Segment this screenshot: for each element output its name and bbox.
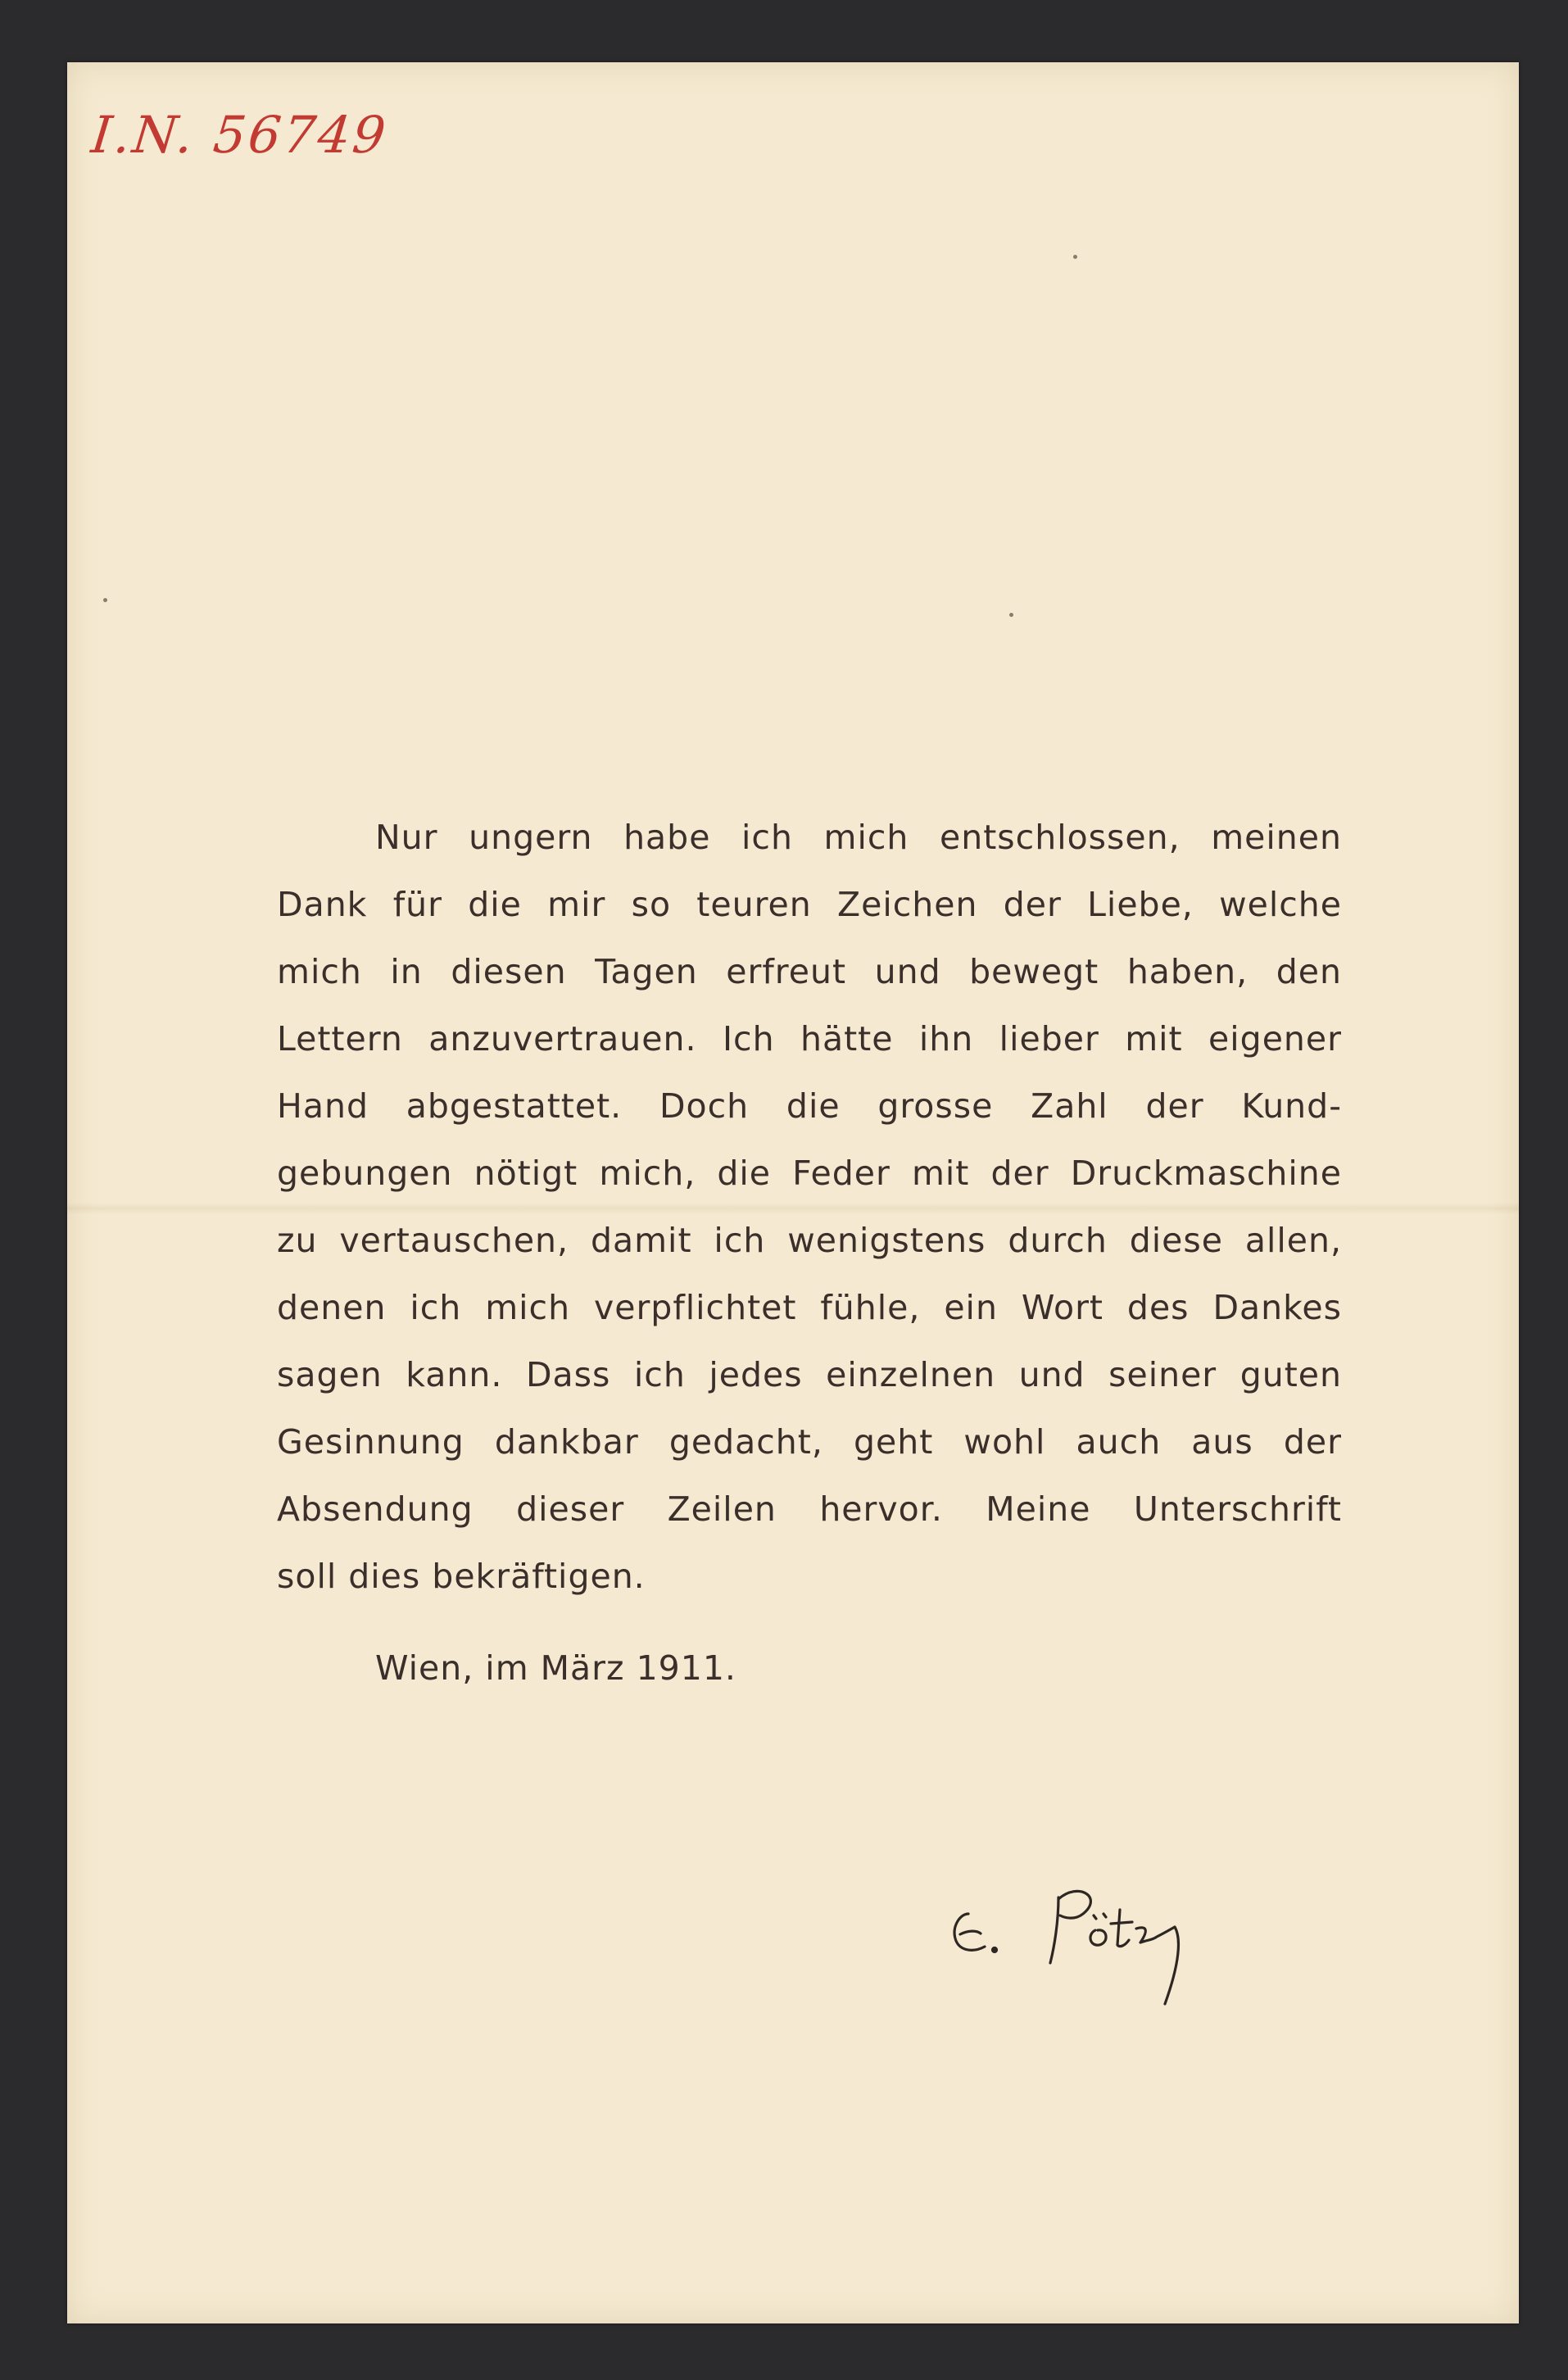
paper-speck — [103, 598, 107, 602]
letter-line: mich in diesen Tagen erfreut und bewegt haben, den — [277, 952, 1342, 991]
letter-line: sagen kann. Dass ich jedes einzelnen und seiner guten — [277, 1355, 1342, 1394]
handwritten-signature — [936, 1848, 1280, 2012]
dateline: Wien, im März 1911. — [375, 1648, 736, 1688]
paper-speck — [1009, 613, 1013, 617]
letter-line: gebungen nötigt mich, die Feder mit der Druckmaschine — [277, 1154, 1342, 1193]
letter-sheet — [67, 62, 1519, 2323]
letter-line: Lettern anzuvertrauen. Ich hätte ihn lieber mit eigener — [277, 1019, 1342, 1059]
letter-line: denen ich mich verpflichtet fühle, ein Wort des Dankes — [277, 1288, 1342, 1327]
letter-line: Gesinnung dankbar gedacht, geht wohl auch aus der — [277, 1422, 1342, 1462]
inventory-number: I.N. 56749 — [88, 105, 391, 165]
paper-speck — [1073, 255, 1077, 259]
letter-line: Nur ungern habe ich mich entschlossen, meinen — [375, 818, 1342, 857]
letter-body — [277, 804, 1342, 1610]
letter-line: Hand abgestattet. Doch die grosse Zahl der Kund- — [277, 1086, 1342, 1126]
letter-line: Dank für die mir so teuren Zeichen der Liebe, welche — [277, 885, 1342, 924]
letter-line: Absendung dieser Zeilen hervor. Meine Unterschrift — [277, 1489, 1342, 1529]
letter-line: soll dies bekräftigen. — [277, 1557, 646, 1596]
letter-line: zu vertauschen, damit ich wenigstens durch diese allen, — [277, 1221, 1342, 1260]
